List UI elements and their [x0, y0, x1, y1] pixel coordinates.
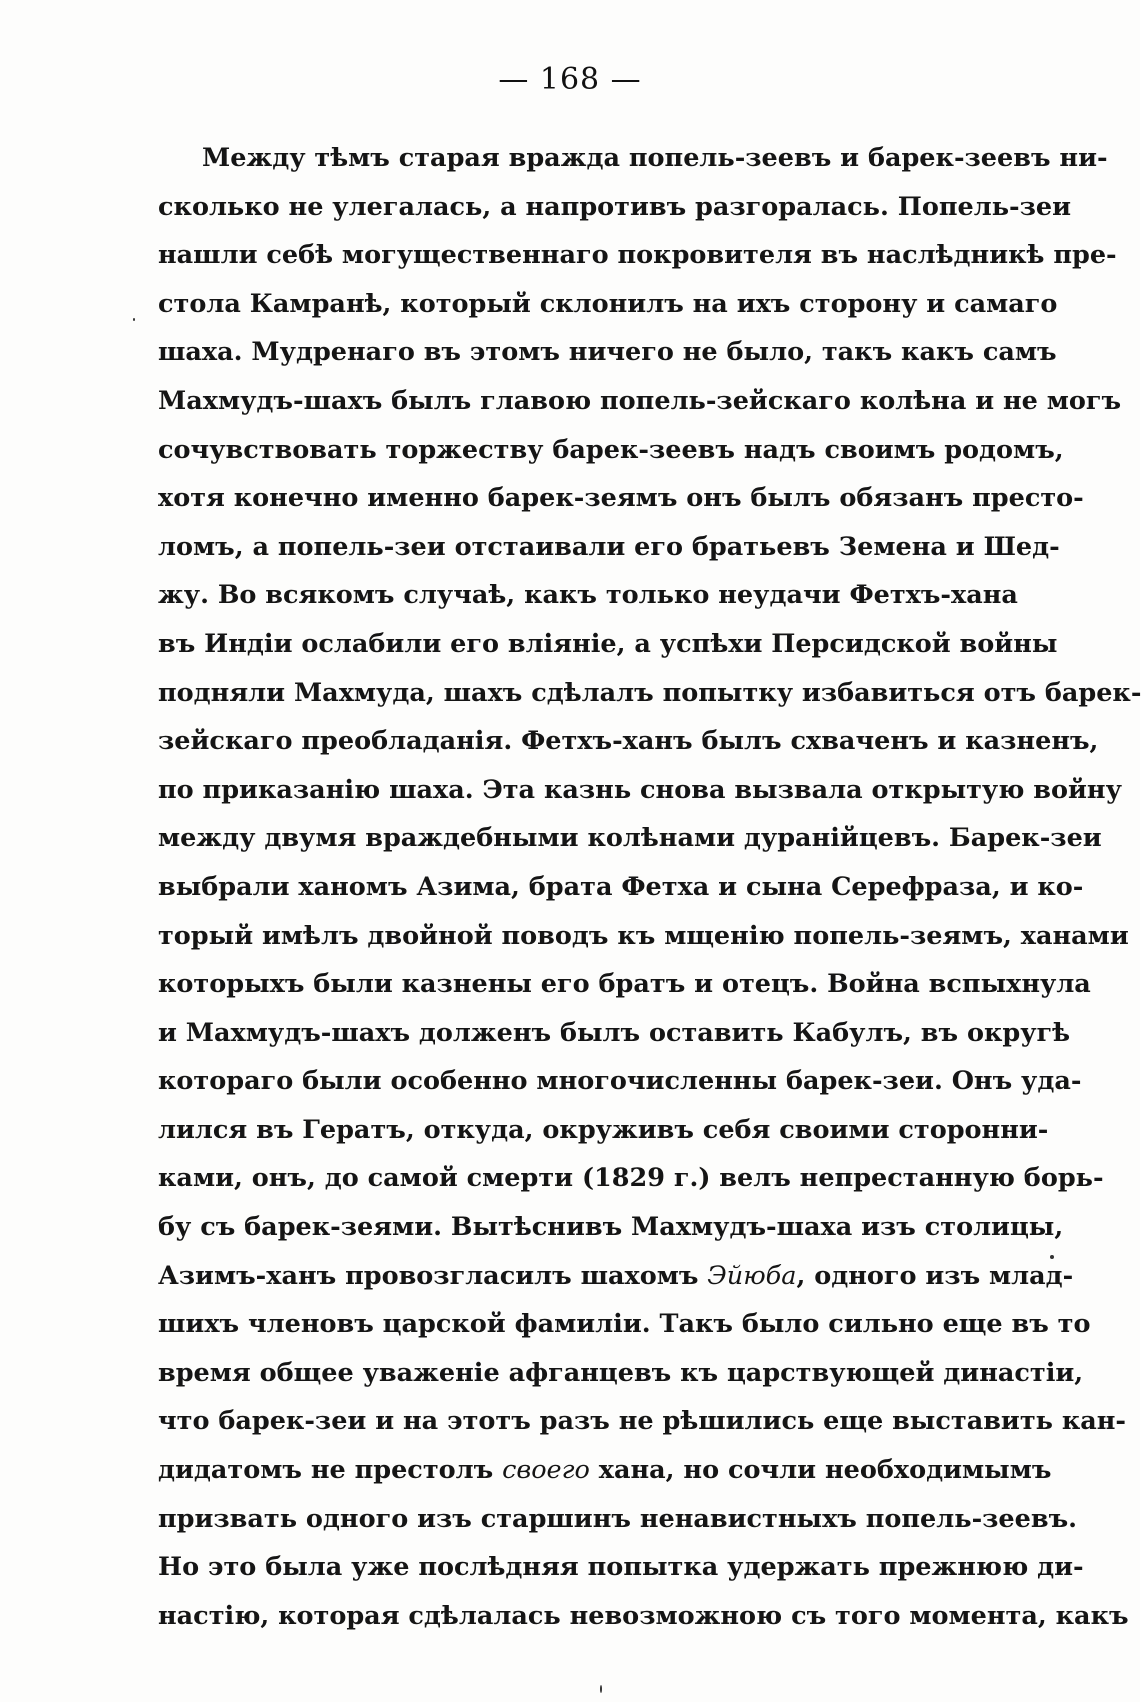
text-line: шихъ членовъ царской фамиліи. Такъ было сильно еще въ то [158, 1309, 1091, 1340]
page-number: — 168 — [498, 62, 642, 97]
text-line: призвать одного изъ старшинъ ненавистныхъ попель-зеевъ. [158, 1503, 1078, 1534]
text-line: жу. Во всякомъ случаѣ, какъ только неудачи Фетхъ-хана [158, 580, 1018, 611]
text-segment: хана, но сочли необходимымъ [589, 1455, 1052, 1486]
text-line: ками, онъ, до самой смерти (1829 г.) велъ непрестанную борь- [158, 1163, 1104, 1194]
text-line: Между тѣмъ старая вражда попель-зеевъ и барек-зеевъ ни- [202, 143, 1108, 173]
text-line: лился въ Гератъ, откуда, окруживъ себя своими сторонни- [158, 1114, 1049, 1145]
text-line: Махмудъ-шахъ былъ главою попель-зейскаго колѣна и не могъ [158, 385, 1122, 416]
text-line: торый имѣлъ двойной поводъ къ мщенію попель-зеямъ, ханами [158, 920, 1129, 951]
text-line: время общее уваженіе афганцевъ къ царствующей династіи, [158, 1357, 1084, 1388]
text-line: и Махмудъ-шахъ долженъ былъ оставить Кабулъ, въ округѣ [158, 1017, 1071, 1048]
text-line: подняли Махмуда, шахъ сдѣлалъ попытку избавиться отъ барек- [158, 677, 1141, 708]
text-line: по приказанію шаха. Эта казнь снова вызвала открытую войну [158, 774, 1122, 805]
text-line: Но это была уже послѣдняя попытка удержать прежнюю ди- [158, 1552, 1084, 1583]
text-line: нашли себѣ могущественнаго покровителя въ наслѣдникѣ пре- [158, 240, 1117, 271]
scan-speck [1050, 1255, 1054, 1259]
text-line: что барек-зеи и на этотъ разъ не рѣшились еще выставить кан- [158, 1406, 1127, 1437]
text-line: стола Камранѣ, который склонилъ на ихъ сторону и самаго [158, 288, 1058, 319]
text-segment: Азимъ-ханъ провозгласилъ шахомъ [158, 1260, 708, 1291]
scan-speck [600, 1685, 602, 1693]
text-line: въ Индіи ослабили его вліяніе, а успѣхи Персидской войны [158, 628, 1058, 659]
text-line: сочувствовать торжеству барек-зеевъ надъ своимъ родомъ, [158, 434, 1064, 465]
text-line: хотя конечно именно барек-зеямъ онъ былъ обязанъ престо- [158, 483, 1084, 514]
text-segment: , одного изъ млад- [796, 1260, 1074, 1291]
italic-name: Эйюба [707, 1260, 797, 1291]
text-line: бу съ барек-зеями. Вытѣснивъ Махмудъ-шаха изъ столицы, [158, 1212, 1064, 1243]
scan-speck [133, 318, 135, 321]
text-line: настію, которая сдѣлалась невозможною съ того момента, какъ [158, 1600, 1129, 1631]
text-line: ломъ, а попель-зеи отстаивали его братьевъ Земена и Шед- [158, 531, 1060, 562]
text-line-with-italic [158, 1446, 1052, 1495]
italic-word: своего [502, 1455, 590, 1486]
text-line: сколько не улегалась, а напротивъ разгоралась. Попель-зеи [158, 191, 1071, 222]
text-line: между двумя враждебными колѣнами дуранійцевъ. Барек-зеи [158, 823, 1102, 854]
body-paragraph [158, 134, 1141, 1640]
text-line: зейскаго преобладанія. Фетхъ-ханъ былъ схваченъ и казненъ, [158, 726, 1099, 757]
text-line: котораго были особенно многочисленны барек-зеи. Онъ уда- [158, 1066, 1082, 1097]
text-line: выбрали ханомъ Азима, брата Фетха и сына Серефраза, и ко- [158, 871, 1084, 902]
text-line: шаха. Мудренаго въ этомъ ничего не было, такъ какъ самъ [158, 337, 1057, 368]
text-line: которыхъ были казнены его братъ и отецъ. Война вспыхнула [158, 969, 1091, 1000]
text-segment: дидатомъ не престолъ [158, 1455, 503, 1486]
text-line-with-italic [158, 1252, 1074, 1301]
